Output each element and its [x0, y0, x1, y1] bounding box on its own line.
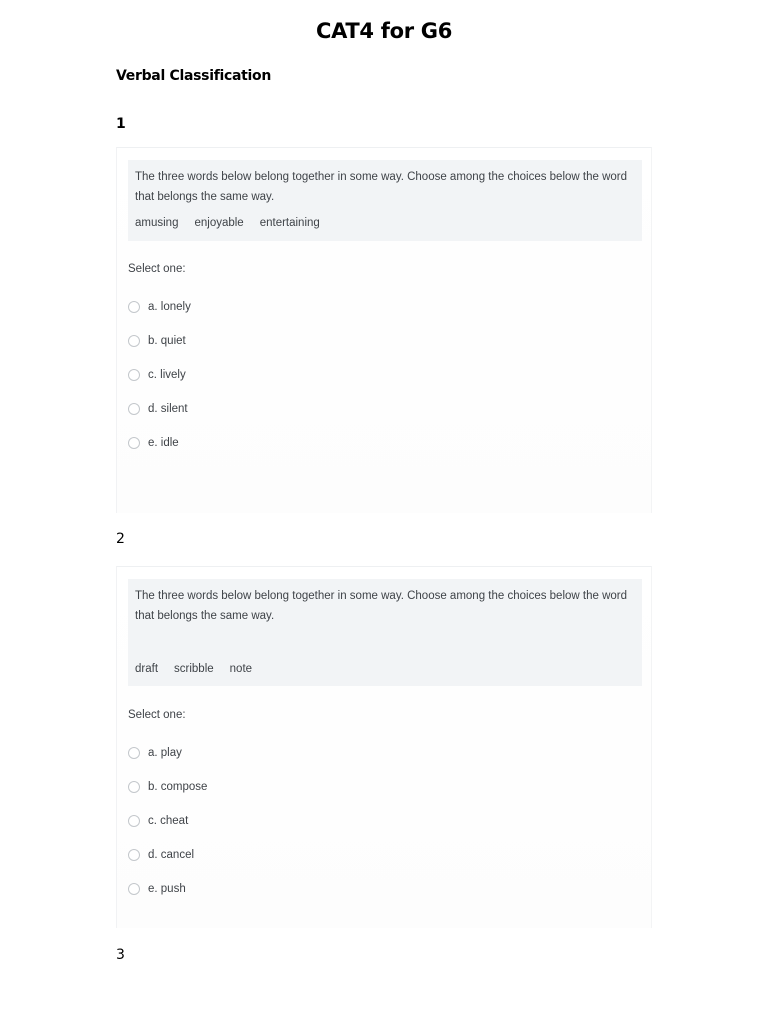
- question-prompt-box: [128, 160, 642, 241]
- word: enjoyable: [194, 217, 244, 229]
- select-one-label: Select one:: [128, 263, 186, 275]
- word-group: [135, 659, 635, 679]
- option-label: c. cheat: [148, 815, 189, 827]
- answer-option[interactable]: [128, 324, 191, 358]
- answer-option[interactable]: [128, 426, 191, 460]
- radio-button[interactable]: [128, 747, 140, 759]
- question-card: [116, 566, 652, 928]
- word: draft: [135, 663, 159, 675]
- word: entertaining: [259, 217, 320, 229]
- document-title: CAT4 for G6: [315, 19, 453, 43]
- radio-button[interactable]: [128, 369, 140, 381]
- answer-option[interactable]: [128, 838, 207, 872]
- word-group: [135, 213, 635, 233]
- word: amusing: [135, 217, 179, 229]
- section-heading: Verbal Classification: [116, 68, 272, 84]
- radio-button[interactable]: [128, 301, 140, 313]
- question-card: [116, 147, 652, 513]
- word: scribble: [174, 663, 214, 675]
- question-prompt-box: [128, 579, 642, 686]
- question-number: 2: [116, 531, 125, 547]
- radio-button[interactable]: [128, 403, 140, 415]
- answer-options: [128, 736, 207, 906]
- question-prompt: The three words below belong together in some way. Choose among the choices below the word that belongs the same way.: [135, 590, 628, 622]
- radio-button[interactable]: [128, 335, 140, 347]
- answer-option[interactable]: [128, 804, 207, 838]
- question-prompt: The three words below belong together in some way. Choose among the choices below the word that belongs the same way.: [135, 171, 628, 203]
- question-number: 1: [116, 116, 126, 132]
- answer-option[interactable]: [128, 770, 207, 804]
- question-number: 3: [116, 947, 125, 963]
- radio-button[interactable]: [128, 437, 140, 449]
- option-label: d. cancel: [148, 849, 195, 861]
- option-label: e. push: [148, 883, 186, 895]
- answer-option[interactable]: [128, 392, 191, 426]
- option-label: b. compose: [148, 781, 208, 793]
- answer-option[interactable]: [128, 736, 207, 770]
- option-label: a. play: [148, 747, 182, 759]
- word: note: [229, 663, 253, 675]
- option-label: c. lively: [148, 369, 186, 381]
- select-one-label: Select one:: [128, 709, 186, 721]
- option-label: e. idle: [148, 437, 179, 449]
- radio-button[interactable]: [128, 883, 140, 895]
- option-label: d. silent: [148, 403, 188, 415]
- option-label: a. lonely: [148, 301, 191, 313]
- answer-option[interactable]: [128, 290, 191, 324]
- answer-options: [128, 290, 191, 460]
- answer-option[interactable]: [128, 872, 207, 906]
- radio-button[interactable]: [128, 781, 140, 793]
- radio-button[interactable]: [128, 849, 140, 861]
- answer-option[interactable]: [128, 358, 191, 392]
- option-label: b. quiet: [148, 335, 186, 347]
- radio-button[interactable]: [128, 815, 140, 827]
